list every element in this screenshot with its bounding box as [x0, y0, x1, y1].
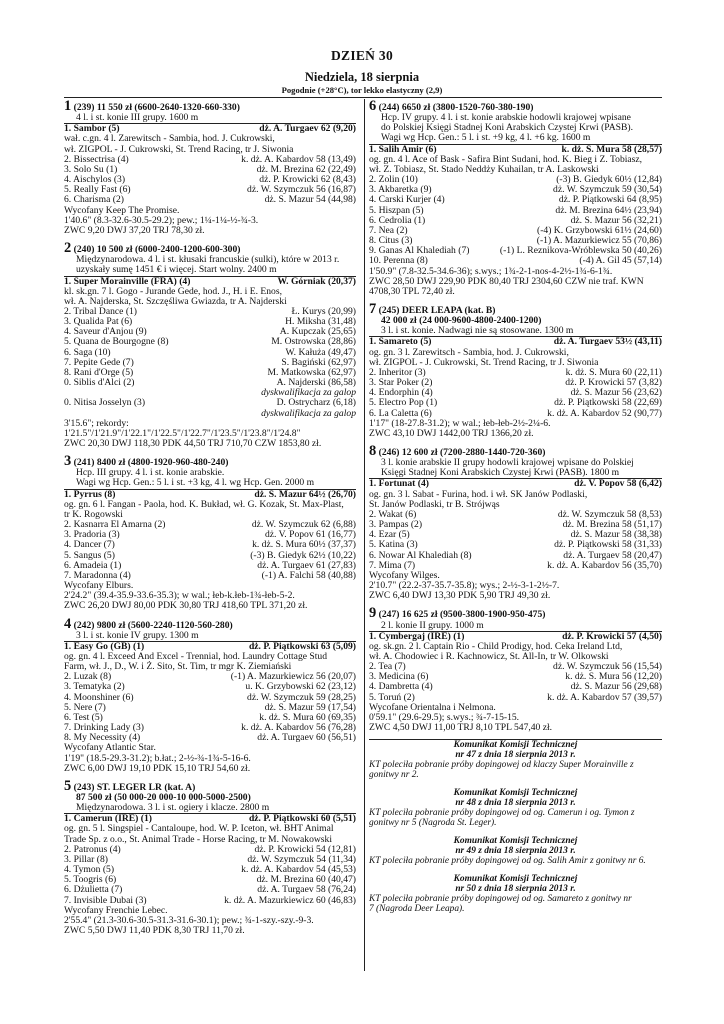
jockey-odds: k. dż. A. Kabardov 54 (45,53) — [241, 864, 356, 876]
horse-name: 6. Saga (10) — [64, 347, 111, 358]
race-conditions: uzyskały sumę 1451 € i więcej. Start wolny. 2400 m — [76, 264, 277, 276]
horse-name: 6. Nowar Al Khalediah (8) — [369, 550, 472, 561]
jockey-odds: dż. A. Turgaev 58 (76,24) — [257, 884, 356, 896]
race-block — [64, 100, 356, 236]
header-rule — [64, 97, 662, 98]
race-result-line: 1'50.9" (7.8-32.5-34.6-36); s.wys.; 1¾-2-1-nos-4-2½-1¾-6-1¾. — [369, 265, 613, 277]
horse-name: 2. Kasnarra El Amarna (2) — [64, 520, 166, 531]
race-header — [64, 615, 356, 632]
notice-title: Komunikat Komisji Technicznej — [453, 836, 578, 847]
horse-name: 7. Invisible Dubai (3) — [64, 895, 147, 906]
jockey-odds: (-1) A. Mazurkiewicz 55 (70,86) — [536, 235, 662, 247]
jockey-odds: dż. P. Krowicki 57 (3,82) — [565, 377, 662, 389]
race-number: 5 — [64, 777, 72, 794]
disqualification-note: dyskwalifikacja za galop — [261, 407, 356, 419]
horse-name: 4. Endorphin (4) — [369, 388, 433, 399]
race-conditions: 3 l. konie arabskie II grupy hodowli krajowej wpisane do Polskiej — [381, 457, 634, 469]
race-conditions: 42 000 zł (24 000-9600-4800-2400-1200) — [381, 315, 542, 327]
horse-name: 3. Pillar (8) — [64, 854, 108, 865]
jockey-odds: dż. P. Piątkowski 58 (31,33) — [554, 539, 662, 551]
race-result-line: Wycofany Atlantic Star. — [64, 742, 156, 754]
placing-row — [64, 398, 356, 408]
race-conditions: Międzynarodowa. 4 l. i st. kłusaki francuskie (sulki), które w 2013 r. — [76, 254, 340, 266]
jockey-odds: dż. A. Turgaev 62 (9,20) — [259, 123, 356, 135]
race-number: 7 — [369, 300, 377, 317]
race-title: (247) 16 625 zł (9500-3800-1900-950-475) — [378, 609, 546, 621]
race-result-line: Wycofany Elburs. — [64, 580, 134, 592]
notice-title: Komunikat Komisji Technicznej — [453, 874, 578, 885]
race-title: (239) 11 550 zł (6600-2640-1320-660-330) — [73, 102, 240, 113]
winner-row — [369, 478, 662, 489]
breeding-line: og. gn. 3 l. Zarewitsch - Sambia, hod. J. Cukrowski, — [369, 346, 569, 358]
jockey-odds: dż. W. Szymczuk 56 (15,54) — [553, 661, 662, 673]
jockey-odds: dż. A. Turgaev 60 (56,51) — [257, 732, 356, 744]
horse-name: 4. Ezar (5) — [369, 530, 410, 541]
commission-notices — [369, 739, 662, 914]
race-result-line: ZWC 43,10 DWJ 1442,00 TRJ 1366,20 zł. — [369, 427, 534, 439]
jockey-odds: dż. S. Mazur 56 (29,68) — [570, 681, 662, 693]
horse-name: 9. Ganas Al Khalediah (7) — [369, 246, 470, 257]
jockey-odds: (-1) L. Reznikova-Wróblewska 50 (40,26) — [499, 245, 662, 257]
breeding-line: og. gn. 5 l. Singspiel - Cantaloupe, hod. W. P. Iceton, wł. BHT Animal — [64, 823, 334, 835]
horse-name: 0. Siblis d'Alci (2) — [64, 378, 135, 389]
horse-name: 3. Solo Su (1) — [64, 164, 118, 175]
horse-name: 1. Samareto (5) — [369, 337, 432, 348]
horse-name: 1. Easy Go (GB) (1) — [64, 641, 145, 652]
horse-name: 4. Dambretta (4) — [369, 682, 433, 693]
race-result-line: 2'24.2" (39.4-35.9-33.6-35.3); w wal.; łeb-k.łeb-1¾-łeb-5-2. — [64, 590, 295, 602]
jockey-odds: k. dż. A. Kabardov 57 (39,57) — [547, 691, 662, 703]
horse-name: 2. Luzak (8) — [64, 672, 112, 683]
jockey-odds: dż. S. Mazur 59 (17,54) — [264, 701, 356, 713]
horse-name: 1. Super Morainville (FRA) (4) — [64, 276, 191, 287]
race-result-line: ZWC 26,20 DWJ 80,00 PDK 30,80 TRJ 418,60 TPL 371,20 zł. — [64, 600, 308, 612]
race-block — [64, 615, 356, 774]
jockey-odds: dż. W. Szymczuk 59 (30,54) — [553, 184, 662, 196]
jockey-odds: k. dż. S. Mura 60½ (37,37) — [252, 539, 356, 551]
race-title: (243) ST. LEGER LR (kat. A) — [73, 781, 196, 793]
race-conditions: 3 l. i st. konie. Nadwagi nie są stosowane. 1300 m — [381, 325, 574, 337]
horse-name: 1. Camerun (IRE) (1) — [64, 814, 152, 825]
horse-name: 5. Nere (7) — [64, 702, 106, 713]
horse-name: 3. Qualida Pat (6) — [64, 317, 133, 328]
jockey-odds: (-1) A. Mazurkiewicz 56 (20,07) — [230, 671, 356, 683]
race-result-line: 0'59.1" (29.6-29.5); s.wys.; ¾-7-15-15. — [369, 711, 520, 723]
jockey-odds: dż. P. Piątkowski 60 (5,51) — [248, 813, 356, 825]
breeding-line: Trade Sp. z o.o., St. Animal Trade - Horse Racing, tr M. Nowakowski — [64, 833, 332, 845]
jockey-odds: dż. V. Popov 58 (6,42) — [574, 478, 662, 490]
jockey-odds: dż. M. Brezina 62 (22,49) — [256, 163, 356, 175]
jockey-odds: k. dż. S. Mura 58 (28,57) — [561, 143, 662, 155]
horse-name: 8. Rani d'Orge (5) — [64, 367, 134, 378]
race-conditions: Hcp. IV grupy. 4 l. i st. konie arabskie hodowli krajowej wpisane — [381, 112, 631, 124]
horse-name: 8. My Necessity (4) — [64, 733, 141, 744]
race-conditions: Hcp. III grupy. 4 l. i st. konie arabskie. — [76, 467, 225, 479]
race-result-line: 2'55.4" (21.3-30.6-30.5-31.3-31.6-30.1); pew.; ¾-1-szy.-szy.-9-3. — [64, 914, 314, 926]
horse-name: 2. Tea (7) — [369, 662, 406, 673]
jockey-odds: A. Najderski (86,58) — [276, 377, 356, 389]
jockey-odds: (-3) B. Giedyk 62½ (10,22) — [250, 549, 356, 561]
horse-name: 7. Mima (7) — [369, 560, 416, 571]
jockey-odds: k. dż. A. Mazurkiewicz 60 (46,83) — [224, 894, 356, 906]
race-result-line: ZWC 4,50 DWJ 11,00 TRJ 8,10 TPL 547,40 zł. — [369, 722, 553, 734]
race-block — [64, 455, 356, 611]
race-result-line: 1'19" (18.5-29.3-31.2); b.łat.; 2-½-¾-1¾-5-16-6. — [64, 752, 251, 764]
winner-row — [64, 276, 356, 287]
horse-name: 6. Charisma (2) — [64, 195, 124, 206]
horse-name: 2. Zolin (10) — [369, 175, 418, 186]
notice-title: Komunikat Komisji Technicznej — [453, 788, 578, 799]
race-conditions: 2 l. konie II grupy. 1000 m — [381, 619, 484, 631]
horse-name: 5. Sangus (5) — [64, 550, 115, 561]
breeding-line: og. gn. 6 l. Fangan - Paola, hod. K. Bukład, wł. G. Kozak, St. Max-Plast, — [64, 498, 344, 510]
horse-name: 2. Bissectrisa (4) — [64, 154, 129, 165]
breeding-line: Farm, wł. J., D., W. i Ż. Sito, St. Tim, tr mgr K. Ziemiański — [64, 661, 292, 673]
breeding-line: wł. ZIGPOL - J. Cukrowski, St. Trend Racing, tr J. Siwonia — [64, 143, 294, 155]
column-divider — [364, 99, 365, 971]
horse-name: 5. Hiszpan (5) — [369, 205, 424, 216]
notice-text: gonitwy nr 2. — [369, 770, 419, 781]
jockey-odds: M. Matkowska (62,97) — [267, 366, 356, 378]
race-number: 8 — [369, 443, 377, 459]
breeding-line: kl. sk.gn. 7 l. Gogo - Jurande Gede, hod. J., H. i E. Enos, — [64, 285, 282, 297]
horse-name: 1. Pyrrus (8) — [64, 489, 116, 500]
race-result-line: ZWC 9,20 DWJ 37,20 TRJ 78,30 zł. — [64, 224, 205, 236]
race-result-line: ZWC 20,30 DWJ 118,30 PDK 44,50 TRJ 710,70 CZW 1853,80 zł. — [64, 438, 322, 449]
jockey-odds: dż. W. Szymczuk 54 (11,34) — [247, 853, 356, 865]
notice-number: nr 47 z dnia 18 sierpnia 2013 r. — [455, 750, 576, 761]
horse-name: 5. Katina (3) — [369, 540, 418, 551]
horse-name: 10. Perenna (8) — [369, 256, 428, 267]
commission-notice — [369, 874, 662, 914]
date-heading: Niedziela, 18 sierpnia — [304, 70, 420, 84]
race-conditions: Wagi wg Hcp. Gen.: 5 l. i st. +9 kg, 4 l. +6 kg. 1600 m — [381, 132, 591, 144]
race-conditions: 3 l. i st. konie IV grupy. 1300 m — [76, 629, 199, 641]
horse-name: 3. Pampas (2) — [369, 520, 423, 531]
notice-text: KT poleciła pobranie próby dopingowej od og. Salih Amir z gonitwy nr 6. — [369, 856, 646, 867]
day-title: DZIEŃ 30 — [330, 48, 394, 63]
horse-name: 3. Akbaretka (9) — [369, 185, 432, 196]
jockey-odds: u. K. Grzybowski 62 (23,12) — [245, 681, 356, 693]
race-result-line: 3'15.6"; rekordy: — [64, 417, 129, 429]
race-conditions: 4 l. i st. konie III grupy. 1600 m — [76, 112, 199, 124]
race-number: 6 — [369, 98, 377, 114]
horse-name: 7. Maradonna (4) — [64, 570, 131, 581]
horse-name: 4. Saveur d'Anjou (9) — [64, 327, 147, 338]
race-result-line: 1'17" (18-27.8-31.2); w wal.; łeb-łeb-2½-2¼-6. — [369, 417, 551, 429]
jockey-odds: (-4) K. Grzybowski 61½ (24,60) — [537, 224, 662, 236]
race-title: (246) 12 600 zł (7200-2880-1440-720-360) — [378, 447, 546, 458]
race-block — [64, 777, 356, 937]
breeding-line: og. gn. 4 l. Ace of Bask - Safira Bint Sudani, hod. K. Bieg i Z. Tobiasz, — [369, 153, 643, 165]
notice-text: 7 (Nagroda Deer Leapa). — [369, 904, 465, 915]
race-result-line: Wycofany Frenchie Lebec. — [64, 904, 168, 916]
notice-text: gonitwy nr 5 (Nagroda St. Leger). — [369, 818, 497, 829]
horse-name: 6. Test (5) — [64, 712, 103, 723]
jockey-odds: S. Bagiński (62,97) — [281, 356, 356, 368]
race-block — [369, 445, 662, 601]
breeding-line: St. Janów Podlaski, tr B. Strójwąs — [369, 498, 500, 510]
horse-name: 4. Carski Kurjer (4) — [369, 195, 445, 206]
horse-name: 2. Tribal Dance (1) — [64, 306, 138, 317]
race-header — [369, 607, 662, 620]
jockey-odds: k. dż. A. Kabardov 56 (76,28) — [241, 722, 356, 734]
jockey-odds: dż. W. Szymczuk 62 (6,88) — [251, 519, 356, 531]
jockey-odds: A. Kupczak (25,65) — [279, 326, 356, 338]
race-result-line: Wycofane Orientalna i Nelmona. — [369, 701, 496, 713]
horse-name: 1. Salih Amir (6) — [369, 144, 437, 155]
horse-name: 2. Inheritor (3) — [369, 367, 426, 378]
horse-name: 5. Toruń (2) — [369, 692, 415, 703]
commission-notice — [369, 836, 662, 866]
race-block — [369, 100, 662, 297]
race-number: 4 — [64, 615, 72, 632]
horse-name: 1. Fortunat (4) — [369, 479, 429, 490]
jockey-odds: D. Ostrycharz (6,18) — [276, 397, 356, 409]
jockey-odds: dż. S. Mazur 54 (44,98) — [264, 194, 356, 206]
jockey-odds: Ł. Kurys (20,99) — [291, 305, 356, 317]
race-result-line: 1'21.5"/1'21.9"/1'22.1"/1'22.5"/1'22.7"/1'23.5"/1'23.8"/1'24.8" — [64, 427, 301, 439]
race-number: 1 — [64, 98, 72, 114]
jockey-odds: dż. A. Turgaev 61 (27,83) — [257, 559, 356, 571]
jockey-odds: k. dż. A. Kabardov 52 (90,77) — [547, 407, 662, 419]
jockey-odds: dż. M. Brezina 64½ (23,94) — [555, 204, 662, 216]
race-number: 9 — [369, 605, 377, 622]
jockey-odds: dż. P. Krowicki 54 (12,81) — [254, 843, 356, 855]
race-block — [369, 300, 662, 439]
notice-title: Komunikat Komisji Technicznej — [453, 740, 578, 751]
race-number: 3 — [64, 453, 72, 470]
jockey-odds: dż. W. Szymczuk 59 (28,25) — [247, 691, 356, 703]
horse-name: 7. Pepite Gede (7) — [64, 357, 134, 368]
breeding-line: og. sk.gn. 2 l. Captain Rio - Child Prodigy, hod. Ceka Ireland Ltd, — [369, 640, 623, 652]
breeding-line: og. gn. 4 l. Exceed And Excel - Trennial, hod. Laundry Cottage Stud — [64, 650, 327, 662]
jockey-odds: dż. A. Turgaev 58 (20,47) — [563, 549, 662, 561]
jockey-odds: k. dż. S. Mura 60 (22,11) — [565, 366, 662, 378]
winner-row — [369, 336, 662, 347]
race-result-line: ZWC 6,00 DWJ 19,10 PDK 15,10 TRJ 54,60 zł. — [64, 762, 251, 774]
race-result-line: ZWC 28,50 DWJ 229,90 PDK 80,40 TRJ 2304,60 CZW nie traf. KWN — [369, 275, 644, 287]
race-conditions: Międzynarodowa. 3 l. i st. ogiery i klacze. 2800 m — [76, 802, 270, 814]
race-result-line: ZWC 5,50 DWJ 11,40 PDK 8,30 TRJ 11,70 zł. — [64, 925, 245, 937]
jockey-odds: dż. P. Piątkowski 63 (5,09) — [248, 640, 356, 652]
race-result-line: ZWC 6,40 DWJ 13,30 PDK 5,90 TRJ 49,30 zł. — [369, 590, 551, 602]
horse-name: 6. Amadeia (1) — [64, 560, 122, 571]
horse-name: 3. Tematyka (2) — [64, 682, 125, 693]
jockey-odds: dż. P. Piątkowski 64 (8,95) — [558, 194, 662, 206]
race-title: (242) 9800 zł (5600-2240-1120-560-280) — [73, 619, 233, 631]
horse-name: 5. Electro Pop (1) — [369, 398, 438, 409]
race-result-line: 2'10.7" (22.2-37-35.7-35.8); wys.; 2-½-3-1-2½-7. — [369, 580, 560, 592]
horse-name: 2. Patronus (4) — [64, 844, 121, 855]
horse-name: 6. Dżulietta (7) — [64, 885, 123, 896]
jockey-odds: dż. M. Brezina 60 (40,47) — [256, 874, 356, 886]
horse-name: 0. Nitisa Josselyn (3) — [64, 398, 146, 409]
notice-text: KT poleciła pobranie próby dopingowej od og. Samareto z gonitwy nr — [369, 894, 632, 905]
race-result-line: Wycofany Wilges. — [369, 569, 440, 581]
jockey-odds: dż. M. Brezina 58 (51,17) — [562, 519, 662, 531]
jockey-odds: dż. W. Szymczuk 56 (16,87) — [247, 184, 356, 196]
jockey-odds: k. dż. A. Kabardov 56 (35,70) — [547, 559, 662, 571]
horse-name: 5. Really Fast (6) — [64, 185, 131, 196]
commission-notice — [369, 788, 662, 828]
jockey-odds: dż. W. Szymczuk 58 (8,53) — [557, 508, 662, 520]
race-conditions: Księgi Stadnej Koni Arabskich Czystej Krwi (PASB). 1800 m — [381, 467, 620, 479]
jockey-odds: W. Kałuża (49,47) — [285, 346, 356, 358]
horse-name: 4. Aischylos (3) — [64, 175, 126, 186]
horse-name: 2. Wakat (6) — [369, 509, 417, 520]
breeding-line: wł. A. Najderska, St. Szczęśliwa Gwiazda, tr A. Najderski — [64, 295, 287, 307]
jockey-odds: dż. S. Mazur 64½ (26,70) — [254, 488, 356, 500]
jockey-odds: k. dż. S. Mura 56 (12,20) — [565, 671, 662, 683]
jockey-odds: dż. A. Turgaev 53½ (43,11) — [553, 336, 662, 348]
horse-name: 1. Cymbergaj (IRE) (1) — [369, 631, 465, 642]
horse-name: 8. Citus (3) — [369, 236, 413, 247]
horse-name: 7. Drinking Lady (3) — [64, 723, 144, 734]
race-block — [64, 242, 356, 449]
notice-text: KT poleciła pobranie próby dopingowej od og. Camerun i og. Tymon z — [369, 808, 635, 819]
race-block — [369, 607, 662, 733]
placing-row — [369, 256, 662, 266]
race-conditions: Wagi wg Hcp. Gen.: 5 l. i st. +3 kg, 4 l. wg Hcp. Gen. 2000 m — [76, 477, 315, 489]
jockey-odds: dż. S. Mazur 56 (23,62) — [570, 387, 662, 399]
horse-name: 3. Star Poker (2) — [369, 378, 433, 389]
jockey-odds: (-3) B. Giedyk 60½ (12,84) — [556, 174, 662, 186]
commission-notice — [369, 740, 662, 780]
left-column — [64, 100, 356, 942]
breeding-line: wł. Z. Tobiasz, St. Stado Neddży Kuhailan, tr A. Laskowski — [369, 163, 599, 175]
horse-name: 6. Cedrolia (1) — [369, 215, 426, 226]
disqualification-note: dyskwalifikacja za galop — [261, 387, 356, 399]
breeding-line: wł. ZIGPOL - J. Cukrowski, St. Trend Racing, tr J. Siwonia — [369, 356, 599, 368]
notice-number: nr 50 z dnia 18 sierpnia 2013 r. — [455, 884, 576, 895]
horse-name: 1. Sambor (5) — [64, 124, 120, 135]
horse-name: 4. Dancer (7) — [64, 540, 115, 551]
jockey-odds: dż. V. Popov 61 (16,77) — [264, 529, 356, 541]
race-result-line: 1'40.6" (8.3-32.6-30.5-29.2); pew.; 1¼-1¼-½-¾-3. — [64, 214, 259, 226]
horse-name: 7. Nea (2) — [369, 225, 408, 236]
jockey-odds: H. Miksha (31,48) — [285, 316, 356, 328]
breeding-line: wł. A. Chodowiec i R. Kachnowicz, St. All-In, tr W. Olkowski — [369, 650, 609, 662]
horse-name: 3. Pradoria (3) — [64, 530, 120, 541]
horse-name: 4. Tymon (5) — [64, 865, 115, 876]
horse-name: 6. La Caletta (6) — [369, 408, 432, 419]
race-title: (240) 10 500 zł (6000-2400-1200-600-300) — [73, 244, 241, 256]
placing-row — [369, 398, 662, 408]
notice-number: nr 49 z dnia 18 sierpnia 2013 r. — [455, 846, 576, 857]
race-conditions: do Polskiej Księgi Stadnej Koni Arabskich Czystej Krwi (PASB). — [381, 122, 634, 134]
race-conditions: 87 500 zł (50 000-20 000-10 000-5000-2500) — [76, 792, 251, 803]
jockey-odds: M. Ostrowska (28,86) — [271, 336, 356, 348]
jockey-odds: dż. P. Krowicki 57 (4,50) — [562, 630, 662, 642]
right-column — [369, 100, 662, 922]
race-title: (241) 8400 zł (4800-1920-960-480-240) — [73, 457, 229, 469]
race-result-line: Wycofany Keep The Promise. — [64, 204, 180, 216]
jockey-odds: W. Górniak (20,37) — [277, 275, 356, 287]
notice-text: KT poleciła pobranie próby dopingowej od klaczy Super Morainville z — [369, 760, 634, 771]
breeding-line: wał. c.gn. 4 l. Zarewitsch - Sambia, hod. J. Cukrowski, — [64, 133, 275, 145]
jockey-odds: (-4) A. Gil 45 (57,14) — [579, 255, 662, 267]
horse-name: 5. Quana de Bourgogne (8) — [64, 337, 169, 348]
race-title: (245) DEER LEAPA (kat. B) — [378, 304, 496, 316]
horse-name: 5. Toogris (6) — [64, 875, 117, 886]
horse-name: 4. Moonshiner (6) — [64, 692, 134, 703]
jockey-odds: k. dż. A. Kabardov 58 (13,49) — [241, 153, 356, 165]
notice-number: nr 48 z dnia 18 sierpnia 2013 r. — [455, 798, 576, 809]
jockey-odds: dż. S. Mazur 58 (38,38) — [570, 529, 662, 541]
breeding-line: og. gn. 3 l. Sabat - Furina, hod. i wł. SK Janów Podlaski, — [369, 488, 588, 500]
horse-name: 3. Medicina (6) — [369, 672, 429, 683]
jockey-odds: dż. P. Piątkowski 58 (22,69) — [554, 397, 662, 409]
breeding-line: tr K. Rogowski — [64, 508, 123, 520]
track-conditions: Pogodnie (+28°C), tor lekko elastyczny (2,9) — [281, 85, 443, 95]
jockey-odds: k. dż. S. Mura 60 (69,35) — [259, 711, 356, 723]
jockey-odds: dż. S. Mazur 56 (32,21) — [570, 214, 662, 226]
race-result-line: 4708,30 TPL 72,40 zł. — [369, 285, 455, 297]
race-number: 2 — [64, 240, 72, 257]
jockey-odds: (-1) A. Falchi 58 (40,88) — [261, 569, 356, 581]
jockey-odds: dż. P. Krowicki 62 (8,43) — [259, 174, 356, 186]
race-title: (244) 6650 zł (3800-1520-760-380-190) — [378, 102, 534, 113]
